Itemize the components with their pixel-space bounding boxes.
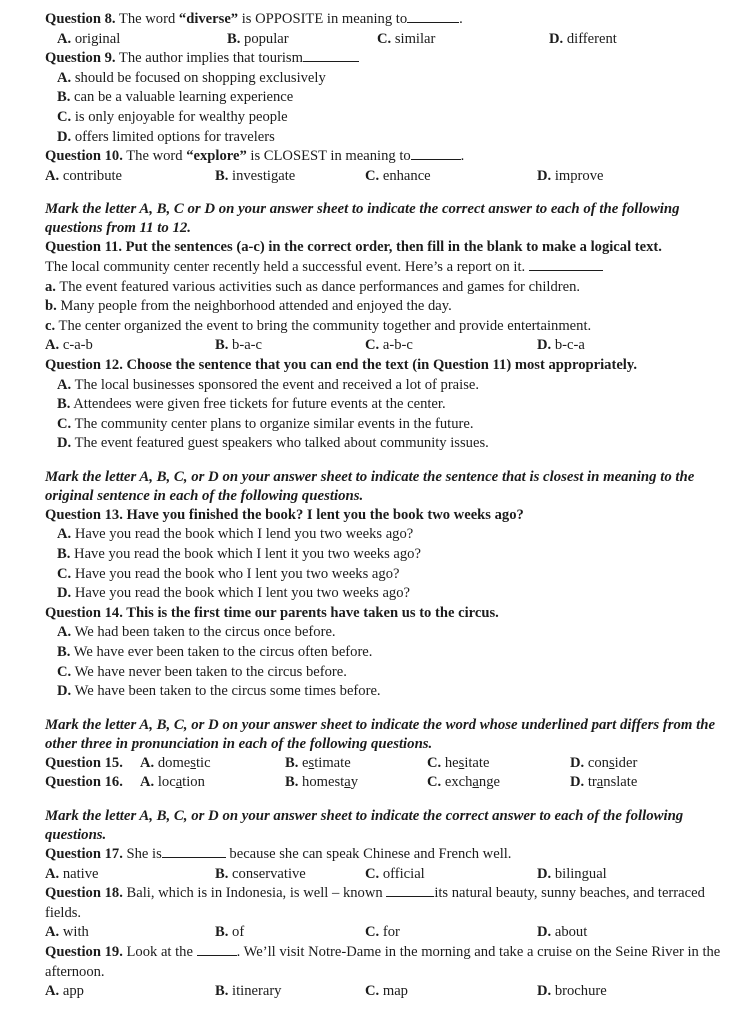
text: a (344, 774, 351, 791)
question-11-title: Question 11. Put the sentences (a-c) in the correct order, then fill in the blank to make a logical text. (45, 239, 662, 256)
option-d (57, 434, 734, 454)
label: B. (215, 167, 229, 184)
text: investigate (228, 167, 296, 184)
text: with (59, 924, 89, 941)
answer-blank (162, 845, 226, 858)
label: A. (140, 754, 155, 771)
question-12-options (45, 376, 734, 454)
answer-blank (386, 884, 434, 897)
option-d (570, 773, 637, 793)
question-13-options (45, 525, 734, 603)
question-9 (45, 49, 734, 69)
label: C. (57, 415, 72, 432)
label: D. (57, 683, 72, 700)
text: loc (154, 774, 176, 791)
label: B. (57, 644, 71, 661)
option-b (215, 167, 365, 187)
text: homest (298, 774, 345, 791)
text: . We’ll visit Notre-Dame in the morning and take a cruise on the Seine River in the afternoon. (45, 943, 721, 980)
label: A. (45, 337, 60, 354)
option-a (45, 336, 215, 356)
label: B. (215, 337, 229, 354)
text: The center organized the event to bring the community together and provide entertainment. (55, 317, 592, 334)
text: enhance (379, 167, 431, 184)
text: b-c-a (551, 337, 585, 354)
option-d (537, 167, 734, 187)
option-c (57, 565, 734, 585)
label: D. (549, 30, 564, 47)
text: We had been taken to the circus once before. (71, 624, 336, 641)
text: s (458, 754, 465, 771)
label: B. (285, 754, 299, 771)
option-d (570, 754, 637, 774)
option-c (427, 773, 570, 793)
label: B. (215, 983, 229, 1000)
label: B. (57, 396, 71, 413)
text: its natural beauty, sunny beaches, and terraced fields. (45, 885, 705, 921)
text: ider (614, 754, 638, 771)
label: “explore” (186, 148, 247, 165)
question-14-options (45, 623, 734, 701)
label: A. (45, 983, 60, 1000)
text: tion (182, 774, 205, 791)
label: C. (365, 337, 380, 354)
label: C. (377, 30, 392, 47)
text: native (59, 865, 99, 882)
label: B. (285, 774, 299, 791)
question-19 (45, 943, 734, 982)
option-a (45, 167, 215, 187)
question-8-options (45, 30, 734, 50)
option-b (57, 395, 734, 415)
text: a (596, 774, 604, 791)
label: B. (215, 865, 229, 882)
question-11-options (45, 336, 734, 356)
option-a (57, 623, 734, 643)
question-18 (45, 884, 734, 923)
question-19-options (45, 982, 734, 1002)
text: y (350, 774, 358, 791)
text: bilingual (551, 865, 607, 882)
question-17 (45, 845, 734, 865)
option-a (57, 30, 227, 50)
option-b (57, 88, 734, 108)
label: B. (57, 89, 71, 106)
question-11-sentence-a (45, 278, 734, 298)
option-d (537, 336, 734, 356)
section-instruction: Mark the letter A, B, C or D on your answer sheet to indicate the correct answer to each of the following questions from 11 to 12. (45, 201, 680, 237)
text: c-a-b (59, 337, 93, 354)
label: C. (57, 108, 72, 125)
question-18-options (45, 923, 734, 943)
option-c (365, 923, 537, 943)
text: The local businesses sponsored the event and received a lot of praise. (71, 376, 480, 393)
label: D. (57, 585, 72, 602)
label: D. (570, 754, 585, 771)
label: Question 8. (45, 11, 116, 27)
label: C. (365, 924, 380, 941)
text: nslate (603, 774, 638, 791)
option-d (57, 584, 734, 604)
option-a (140, 754, 285, 774)
text: is OPPOSITE in meaning to (238, 11, 408, 27)
label: C. (365, 983, 380, 1000)
text: e (298, 754, 309, 771)
text: popular (240, 30, 289, 47)
option-c (427, 754, 570, 774)
text: The word (122, 148, 187, 165)
text: Have you read the book who I lent you two weeks ago? (71, 565, 400, 582)
text: Question 15. (45, 754, 123, 771)
label: B. (227, 30, 241, 47)
option-c (365, 982, 537, 1002)
option-a (45, 865, 215, 885)
option-d (549, 30, 734, 50)
question-10-options (45, 167, 734, 187)
option-a (57, 376, 734, 396)
text: s (190, 754, 196, 771)
text: of (228, 924, 245, 941)
text: The community center plans to organize similar events in the future. (71, 415, 474, 432)
label: Question 9. (45, 50, 116, 67)
label: Question 10. (45, 148, 123, 165)
option-a (140, 773, 285, 793)
option-c (57, 108, 734, 128)
text: should be focused on shopping exclusively (71, 69, 326, 86)
label: C. (57, 565, 72, 582)
label: D. (537, 337, 552, 354)
text: about (551, 924, 588, 941)
text: Attendees were given free tickets for future events at the center. (70, 396, 446, 413)
text: itate (464, 754, 490, 771)
option-b (227, 30, 377, 50)
text: We have ever been taken to the circus often before. (70, 644, 373, 661)
text: contribute (59, 167, 123, 184)
text: Have you read the book which I lent you two weeks ago? (71, 585, 411, 602)
text: conservative (228, 865, 306, 882)
option-a (57, 69, 734, 89)
option-b (215, 865, 365, 885)
question-11-sentence-b (45, 297, 734, 317)
answer-blank (407, 10, 459, 23)
label: A. (45, 167, 60, 184)
text: is only enjoyable for wealthy people (71, 108, 288, 125)
label: C. (57, 663, 72, 680)
label: D. (57, 435, 72, 452)
label: A. (57, 624, 72, 641)
text: a (472, 774, 479, 791)
label: c. (45, 317, 56, 334)
text: map (379, 983, 408, 1000)
label: D. (537, 865, 552, 882)
text: . (459, 11, 463, 27)
label: b. (45, 298, 57, 315)
text: The local community center recently held a successful event. Here’s a report on it. (45, 258, 526, 275)
text: because she can speak Chinese and French well. (225, 846, 512, 862)
text: s (608, 754, 615, 771)
text: a-b-c (379, 337, 413, 354)
text: The author implies that tourism (115, 50, 303, 67)
answer-blank (411, 147, 461, 160)
option-c (57, 415, 734, 435)
text: b-a-c (228, 337, 263, 354)
text: itinerary (228, 983, 282, 1000)
text: similar (391, 30, 436, 47)
option-a (45, 982, 215, 1002)
question-17-options (45, 865, 734, 885)
question-9-options (45, 69, 734, 147)
text: different (563, 30, 617, 47)
option-c (365, 865, 537, 885)
question-11-sentence-c (45, 317, 734, 337)
option-c (57, 663, 734, 683)
question-13-title: Question 13. Have you finished the book? I lent you the book two weeks ago? (45, 506, 524, 523)
label: B. (57, 546, 71, 563)
text: is CLOSEST in meaning to (246, 148, 411, 165)
answer-blank (529, 258, 603, 271)
text: con (584, 754, 609, 771)
label: C. (365, 167, 380, 184)
label: D. (57, 128, 72, 145)
option-b (285, 773, 427, 793)
label: C. (365, 865, 380, 882)
option-c (365, 336, 537, 356)
text: official (379, 865, 425, 882)
option-a (45, 923, 215, 943)
text: Look at the (122, 943, 197, 960)
text: . (460, 148, 465, 165)
option-a (57, 525, 734, 545)
text: s (308, 754, 315, 771)
label: B. (215, 924, 229, 941)
option-b (285, 754, 427, 774)
text: he (441, 754, 459, 771)
text: Question 16. (45, 774, 123, 791)
label: A. (57, 69, 72, 86)
text: The word (115, 11, 179, 27)
text: The event featured various activities such as dance performances and games for children. (55, 278, 581, 295)
section-instruction: Mark the letter A, B, C, or D on your answer sheet to indicate the word whose underlined part differs from the other three in pronunciation in each of the following questions. (45, 716, 716, 752)
label: Question 19. (45, 943, 123, 960)
label: Question 17. (45, 846, 123, 862)
text: tr (584, 774, 597, 791)
answer-blank (197, 943, 237, 956)
question-14-title: Question 14. This is the first time our parents have taken us to the circus. (45, 604, 499, 621)
label: A. (57, 376, 72, 393)
question-16 (45, 773, 734, 793)
text: timate (314, 754, 351, 771)
label: C. (427, 774, 442, 791)
text: exch (441, 774, 473, 791)
text: can be a valuable learning experience (70, 89, 294, 106)
label: D. (537, 983, 552, 1000)
option-b (215, 923, 365, 943)
option-d (537, 865, 734, 885)
text: brochure (551, 983, 607, 1000)
label: a. (45, 278, 56, 295)
label: “diverse” (178, 11, 239, 27)
text: improve (551, 167, 604, 184)
text: offers limited options for travelers (71, 128, 275, 145)
text: We have been taken to the circus some times before. (71, 683, 381, 700)
label: A. (45, 865, 60, 882)
text: She is (122, 846, 162, 862)
text: dome (154, 754, 191, 771)
label: Question 18. (45, 885, 123, 902)
text: Have you read the book which I lent it you two weeks ago? (70, 546, 421, 563)
option-b (215, 982, 365, 1002)
option-d (57, 682, 734, 702)
text: Many people from the neighborhood attended and enjoyed the day. (56, 298, 452, 315)
text: tic (195, 754, 211, 771)
option-b (57, 643, 734, 663)
question-11-intro (45, 258, 734, 278)
text: for (379, 924, 400, 941)
question-15 (45, 754, 734, 774)
label: A. (57, 526, 72, 543)
section-instruction: Mark the letter A, B, C, or D on your answer sheet to indicate the sentence that is closest in meaning to the original sentence in each of the following questions. (45, 468, 695, 504)
text: The event featured guest speakers who talked about community issues. (71, 435, 489, 452)
text: app (59, 983, 84, 1000)
label: D. (537, 167, 552, 184)
answer-blank (303, 49, 359, 62)
question-8 (45, 10, 734, 30)
label: A. (57, 30, 72, 47)
label: D. (537, 924, 552, 941)
option-d (537, 982, 734, 1002)
option-d (57, 128, 734, 148)
label: A. (45, 924, 60, 941)
text: Have you read the book which I lend you two weeks ago? (71, 526, 414, 543)
label: A. (140, 774, 155, 791)
option-d (537, 923, 734, 943)
text: We have never been taken to the circus before. (71, 663, 347, 680)
section-instruction: Mark the letter A, B, C, or D on your answer sheet to indicate the correct answer to each of the following questions. (45, 808, 684, 843)
option-b (57, 545, 734, 565)
text: nge (478, 774, 500, 791)
option-b (215, 336, 365, 356)
question-12-title: Question 12. Choose the sentence that you can end the text (in Question 11) most appropriately. (45, 356, 637, 373)
option-c (365, 167, 537, 187)
option-c (377, 30, 549, 50)
label: D. (570, 774, 585, 791)
label: C. (427, 754, 442, 771)
question-10 (45, 147, 734, 167)
text: a (175, 774, 183, 791)
text: Bali, which is in Indonesia, is well – known (122, 885, 387, 902)
text: original (71, 30, 121, 47)
